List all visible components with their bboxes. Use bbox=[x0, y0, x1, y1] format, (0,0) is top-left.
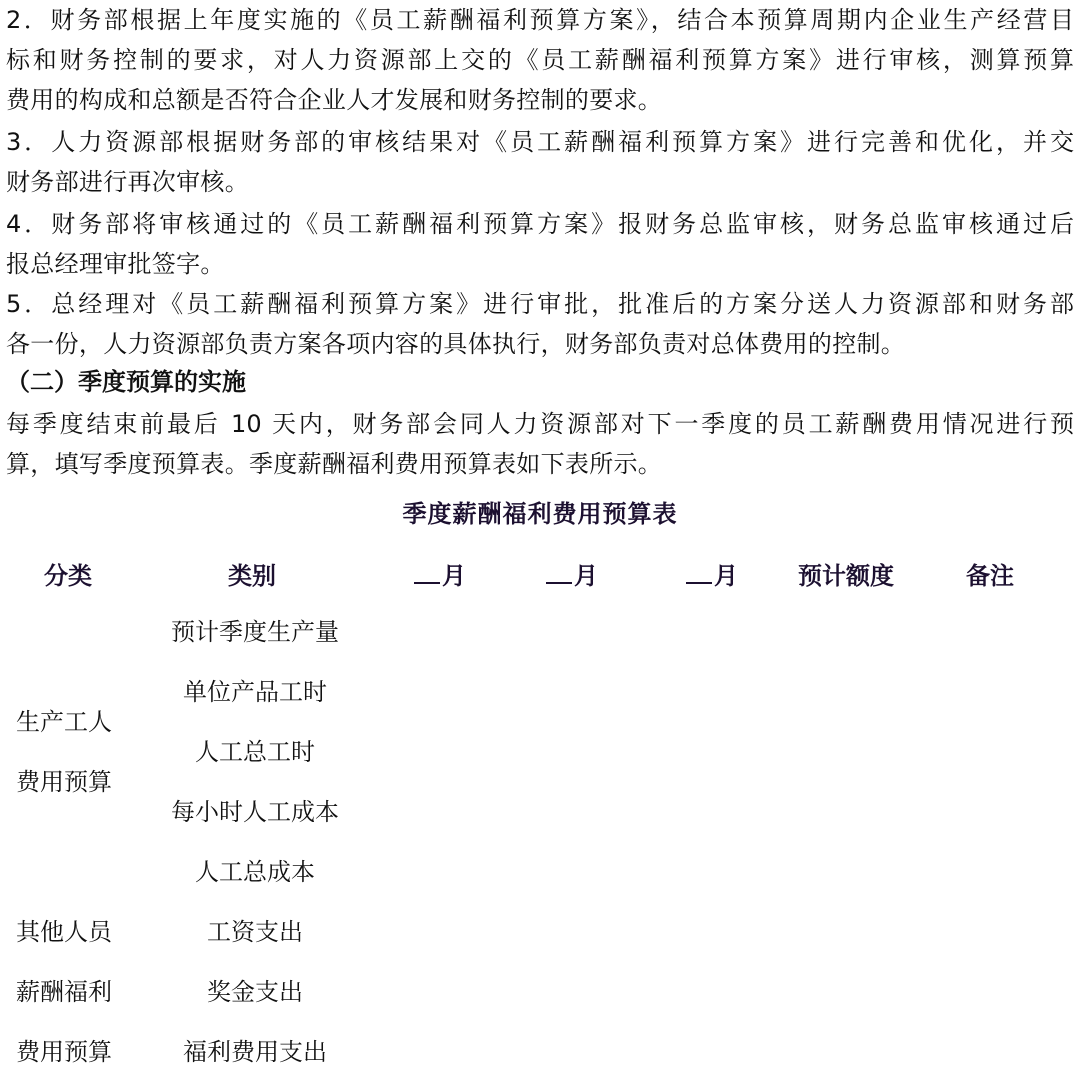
header-item: 类别 bbox=[228, 562, 276, 590]
section-heading: （二）季度预算的实施 bbox=[6, 368, 246, 396]
paragraph-line: 报总经理审批签字。 bbox=[6, 250, 225, 278]
header-month-label: 月 bbox=[714, 562, 738, 590]
intro-paragraph bbox=[6, 404, 1074, 484]
blank-underline bbox=[686, 560, 712, 584]
paragraph-line: 5．总经理对《员工薪酬福利预算方案》进行审批，批准后的方案分送人力资源部和财务部 bbox=[6, 290, 1074, 318]
paragraph-line: 3．人力资源部根据财务部的审核结果对《员工薪酬福利预算方案》进行完善和优化，并交 bbox=[6, 128, 1074, 156]
item-cell: 奖金支出 bbox=[207, 978, 303, 1006]
paragraph-line: 2．财务部根据上年度实施的《员工薪酬福利预算方案》，结合本预算周期内企业生产经营目 bbox=[6, 6, 1074, 34]
paragraph-line: 费用的构成和总额是否符合企业人才发展和财务控制的要求。 bbox=[6, 86, 663, 114]
category-other-line2: 薪酬福利 bbox=[16, 978, 112, 1006]
blank-underline bbox=[546, 560, 572, 584]
paragraph-step-5 bbox=[6, 284, 1074, 364]
item-cell: 人工总成本 bbox=[195, 858, 315, 886]
header-month-2 bbox=[546, 556, 598, 591]
item-cell: 预计季度生产量 bbox=[171, 618, 339, 646]
paragraph-step-2 bbox=[6, 0, 1074, 120]
header-category: 分类 bbox=[44, 562, 92, 590]
paragraph-line: 每季度结束前最后 10 天内，财务部会同人力资源部对下一季度的员工薪酬费用情况进行预 bbox=[6, 410, 1074, 438]
paragraph-line: 算，填写季度预算表。季度薪酬福利费用预算表如下表所示。 bbox=[6, 450, 663, 478]
paragraph-line: 财务部进行再次审核。 bbox=[6, 168, 249, 196]
paragraph-step-4 bbox=[6, 204, 1074, 284]
paragraph-line: 各一份，人力资源部负责方案各项内容的具体执行，财务部负责对总体费用的控制。 bbox=[6, 330, 906, 358]
header-month-1 bbox=[414, 556, 466, 591]
paragraph-step-3 bbox=[6, 122, 1074, 202]
table-title: 季度薪酬福利费用预算表 bbox=[402, 500, 678, 528]
paragraph-line: 标和财务控制的要求，对人力资源部上交的《员工薪酬福利预算方案》进行审核，测算预算 bbox=[6, 46, 1074, 74]
item-cell: 单位产品工时 bbox=[183, 678, 327, 706]
item-cell: 福利费用支出 bbox=[183, 1038, 327, 1066]
item-cell: 人工总工时 bbox=[195, 738, 315, 766]
blank-underline bbox=[414, 560, 440, 584]
category-other-line3: 费用预算 bbox=[16, 1038, 112, 1066]
category-production-line2: 费用预算 bbox=[16, 768, 112, 796]
header-month-label: 月 bbox=[574, 562, 598, 590]
header-estimated-amount: 预计额度 bbox=[798, 562, 894, 590]
item-cell: 每小时人工成本 bbox=[171, 798, 339, 826]
header-month-label: 月 bbox=[442, 562, 466, 590]
category-other-line1: 其他人员 bbox=[16, 918, 112, 946]
category-production-line1: 生产工人 bbox=[16, 708, 112, 736]
header-month-3 bbox=[686, 556, 738, 591]
header-remarks: 备注 bbox=[966, 562, 1014, 590]
item-cell: 工资支出 bbox=[207, 918, 303, 946]
paragraph-line: 4．财务部将审核通过的《员工薪酬福利预算方案》报财务总监审核，财务总监审核通过后 bbox=[6, 210, 1074, 238]
